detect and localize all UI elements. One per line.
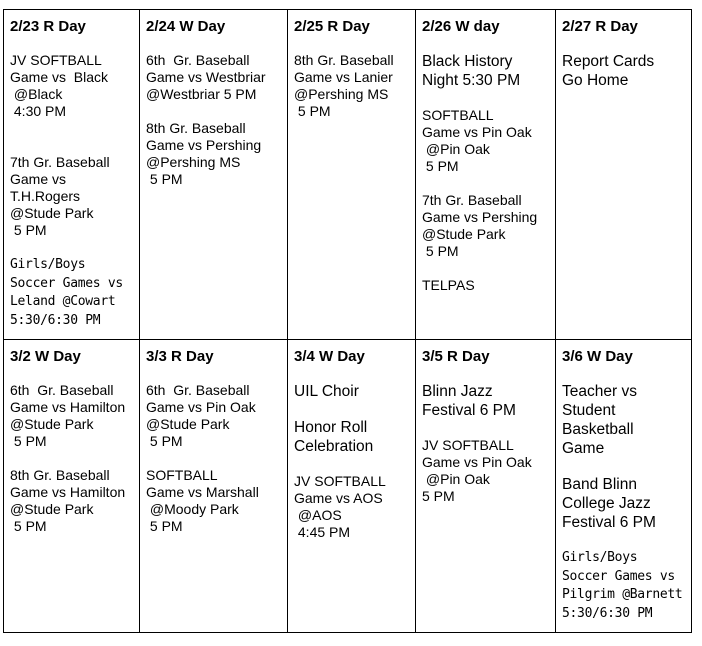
event-calendar-table bbox=[3, 9, 692, 633]
day-header: 2/23 R Day bbox=[10, 18, 86, 35]
event-entry: JV SOFTBALL Game vs Pin Oak @Pin Oak 5 PM bbox=[422, 437, 532, 504]
day-cell bbox=[4, 340, 140, 633]
event-entry: JV SOFTBALL Game vs Black @Black 4:30 PM bbox=[10, 52, 109, 119]
event-entry: Blinn Jazz Festival 6 PM bbox=[422, 383, 516, 419]
day-header: 2/26 W day bbox=[422, 18, 500, 35]
event-entry: Black History Night 5:30 PM bbox=[422, 53, 521, 89]
day-cell bbox=[4, 10, 140, 340]
event-entry: 8th Gr. Baseball Game vs Pershing @Pershing MS 5 PM bbox=[146, 120, 262, 187]
day-header: 3/3 R Day bbox=[146, 348, 214, 365]
event-entry: Band Blinn College Jazz Festival 6 PM bbox=[562, 476, 656, 531]
day-cell bbox=[416, 10, 556, 340]
event-entry: Report Cards Go Home bbox=[562, 53, 655, 89]
event-entry: Teacher vs Student Basketball Game bbox=[562, 383, 637, 457]
day-header: 3/2 W Day bbox=[10, 348, 81, 365]
event-entry: UIL Choir bbox=[294, 383, 359, 400]
event-entry: SOFTBALL Game vs Pin Oak @Pin Oak 5 PM bbox=[422, 107, 532, 174]
calendar-week-row bbox=[4, 10, 692, 340]
day-header: 2/25 R Day bbox=[294, 18, 370, 35]
event-entry: 6th Gr. Baseball Game vs Pin Oak @Stude Park 5 PM bbox=[146, 382, 256, 449]
day-header: 3/4 W Day bbox=[294, 348, 365, 365]
event-entry: Honor Roll Celebration bbox=[294, 419, 374, 455]
calendar-week-row bbox=[4, 340, 692, 633]
event-entry: Girls/Boys Soccer Games vs Leland @Cowart 5:30/6:30 PM bbox=[10, 257, 123, 328]
event-entry: 7th Gr. Baseball Game vs Pershing @Stude Park 5 PM bbox=[422, 192, 538, 259]
event-entry: 7th Gr. Baseball Game vs T.H.Rogers @Stude Park 5 PM bbox=[10, 154, 110, 238]
event-entry: TELPAS bbox=[422, 277, 475, 293]
event-entry: JV SOFTBALL Game vs AOS @AOS 4:45 PM bbox=[294, 473, 386, 540]
event-entry: Girls/Boys Soccer Games vs Pilgrim @Barnett 5:30/6:30 PM bbox=[562, 550, 683, 621]
event-entry: 6th Gr. Baseball Game vs Hamilton @Stude Park 5 PM bbox=[10, 382, 126, 449]
event-entry: 8th Gr. Baseball Game vs Lanier @Pershing MS 5 PM bbox=[294, 52, 394, 119]
day-header: 2/24 W Day bbox=[146, 18, 226, 35]
event-entry: SOFTBALL Game vs Marshall @Moody Park 5 PM bbox=[146, 467, 259, 534]
day-cell bbox=[556, 10, 692, 340]
day-cell bbox=[140, 10, 288, 340]
day-cell bbox=[556, 340, 692, 633]
day-header: 2/27 R Day bbox=[562, 18, 638, 35]
event-entry: 8th Gr. Baseball Game vs Hamilton @Stude Park 5 PM bbox=[10, 467, 126, 534]
day-cell bbox=[288, 340, 416, 633]
day-cell bbox=[140, 340, 288, 633]
event-entry: 6th Gr. Baseball Game vs Westbriar @Westbriar 5 PM bbox=[146, 52, 266, 102]
day-header: 3/5 R Day bbox=[422, 348, 490, 365]
day-cell bbox=[288, 10, 416, 340]
day-header: 3/6 W Day bbox=[562, 348, 633, 365]
day-cell bbox=[416, 340, 556, 633]
